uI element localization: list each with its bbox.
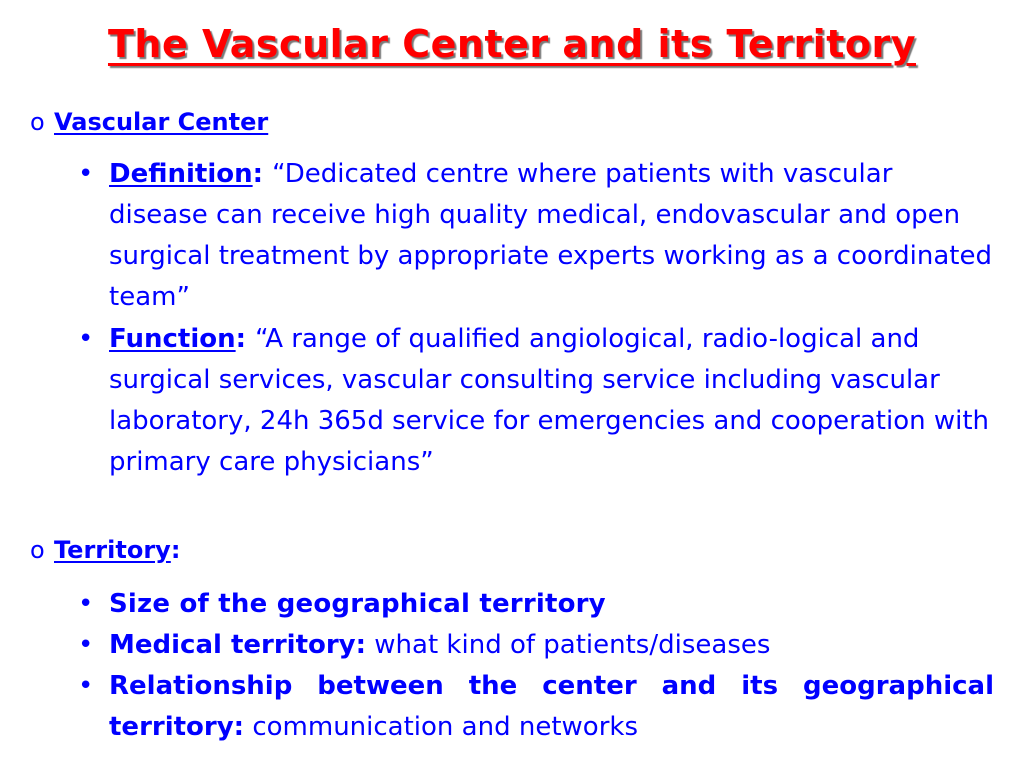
section-marker: o <box>30 536 45 564</box>
bullet-function <box>78 319 998 483</box>
bullet-body: “Dedicated centre where patients with vascular disease can receive high quality medical, endovascular and open surgical treatment by appropriate experts working as a coordinated team” <box>109 159 992 312</box>
bullet-key: Relationship between the center and its geographical territory: <box>109 671 994 742</box>
bullet-key-suffix: : <box>252 159 273 189</box>
bullet-dot: • <box>78 630 94 660</box>
bullet-size <box>78 584 998 625</box>
bullet-body: “A range of qualified angiological, radio-logical and surgical services, vascular consulting service including vascular laboratory, 24h 365d service for emergencies and cooperation with primary care physicians” <box>109 324 990 477</box>
section-heading: Territory <box>54 536 171 564</box>
bullet-key: Definition <box>109 159 253 189</box>
bullet-body: what kind of patients/diseases <box>366 630 771 660</box>
section-marker: o <box>30 108 45 136</box>
section-territory <box>30 536 180 564</box>
bullet-dot: • <box>78 324 94 354</box>
slide-title: The Vascular Center and its Territory <box>107 22 916 66</box>
bullet-text <box>109 319 994 483</box>
bullet-text <box>109 625 994 666</box>
bullet-dot: • <box>78 589 94 619</box>
bullet-dot: • <box>78 159 94 189</box>
bullet-key: Medical territory: <box>109 630 367 660</box>
bullet-text <box>109 666 994 748</box>
bullet-medical-territory <box>78 625 998 666</box>
bullet-text <box>109 154 994 318</box>
section-vascular-center <box>30 108 268 136</box>
bullet-definition <box>78 154 998 318</box>
bullet-dot: • <box>78 671 94 701</box>
bullet-body: communication and networks <box>244 712 638 742</box>
section-heading: Vascular Center <box>54 108 269 136</box>
bullet-relationship <box>78 666 998 748</box>
bullet-key: Size of the geographical territory <box>109 589 606 619</box>
bullet-key-suffix: : <box>235 324 256 354</box>
bullet-text <box>109 584 994 625</box>
bullet-key: Function <box>109 324 236 354</box>
section-heading-suffix: : <box>170 536 181 564</box>
